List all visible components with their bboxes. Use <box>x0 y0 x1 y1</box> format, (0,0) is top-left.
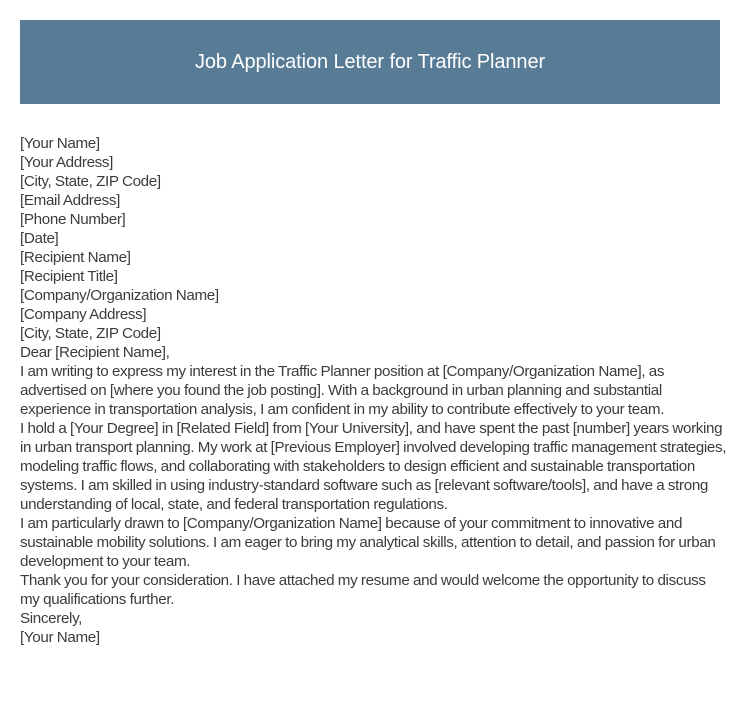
recipient-block <box>20 248 728 343</box>
salutation: Dear [Recipient Name], <box>20 344 170 361</box>
recipient-city-state-zip: [City, State, ZIP Code] <box>20 325 161 342</box>
page-title: Job Application Letter for Traffic Planner <box>194 50 546 73</box>
sender-city-state-zip: [City, State, ZIP Code] <box>20 173 161 190</box>
page-header <box>20 20 720 104</box>
paragraph-experience: I hold a [Your Degree] in [Related Field] from [Your University], and have spent the past [number] years working in urban transport planning. My work at [Previous Employer] involved developing traffic management strategies, modeling traffic flows, and collaborating with stakeholders to design efficient and sustainable transportation systems. I am skilled in using industry-standard software such as [relevant software/tools], and have a strong understanding of local, state, and federal transportation regulations. <box>20 420 727 513</box>
paragraph-intro: I am writing to express my interest in the Traffic Planner position at [Company/Organization Name], as advertised on [where you found the job posting]. With a background in urban planning and substantial experience in transportation analysis, I am confident in my ability to contribute effectively to your team. <box>20 363 665 418</box>
sender-phone: [Phone Number] <box>20 211 126 228</box>
sender-address: [Your Address] <box>20 154 114 171</box>
sender-block <box>20 134 728 248</box>
signature: [Your Name] <box>20 629 100 646</box>
closing: Sincerely, <box>20 610 83 627</box>
sender-name: [Your Name] <box>20 135 100 152</box>
letter-body <box>20 134 728 647</box>
recipient-name: [Recipient Name] <box>20 249 131 266</box>
letter-date: [Date] <box>20 230 59 247</box>
recipient-address: [Company Address] <box>20 306 147 323</box>
recipient-title: [Recipient Title] <box>20 268 118 285</box>
paragraph-motivation: I am particularly drawn to [Company/Organization Name] because of your commitment to innovative and sustainable mobility solutions. I am eager to bring my analytical skills, attention to detail, and passion for urban development to your team. <box>20 515 716 570</box>
paragraph-thanks: Thank you for your consideration. I have attached my resume and would welcome the opportunity to discuss my qualifications further. <box>20 572 706 608</box>
sender-email: [Email Address] <box>20 192 120 209</box>
recipient-organization: [Company/Organization Name] <box>20 287 219 304</box>
